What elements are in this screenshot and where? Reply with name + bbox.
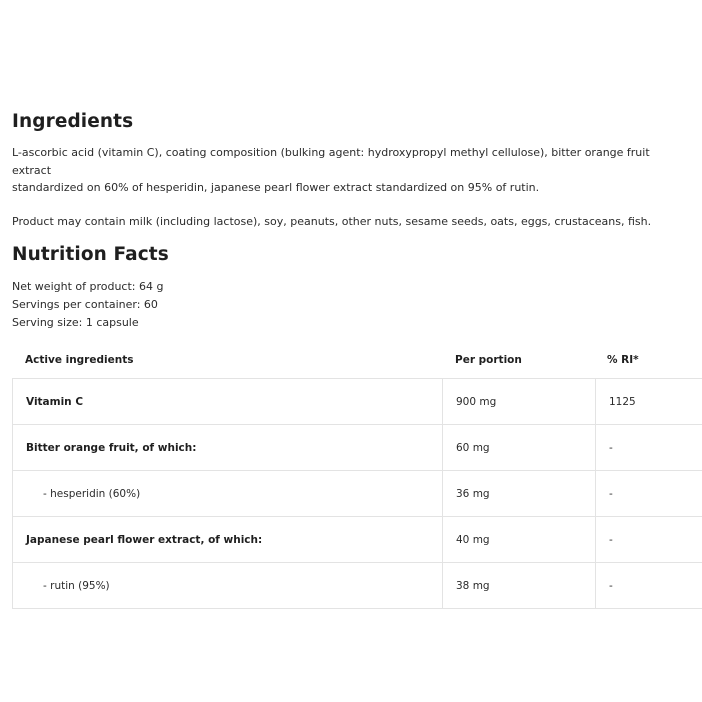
ingredient-ri: - [596,425,702,471]
table-row [13,563,702,609]
table-row [13,471,702,517]
table-row [13,425,702,471]
ingredient-ri: - [596,517,702,563]
ingredient-name: - hesperidin (60%) [13,471,443,517]
ingredients-line-2: standardized on 60% of hesperidin, japanese pearl flower extract standardized on 95% of rutin. [12,181,540,194]
ingredient-name: - rutin (95%) [13,563,443,609]
servings-per-container: Servings per container: 60 [12,298,158,311]
nutrition-heading: Nutrition Facts [12,244,169,265]
ingredient-name: Bitter orange fruit, of which: [13,425,443,471]
table-row [13,517,702,563]
ingredients-heading: Ingredients [12,111,134,132]
allergen-text: Product may contain milk (including lactose), soy, peanuts, other nuts, sesame seeds, oats, eggs, crustaceans, fish. [12,214,652,228]
ingredient-ri: - [596,563,702,609]
header-ri: % RI* [607,353,639,366]
ingredients-line-1: L-ascorbic acid (vitamin C), coating composition (bulking agent: hydroxypropyl methyl cellulose), bitter orange fruit extract [12,146,650,177]
table-header [12,341,690,378]
table-row [13,379,702,425]
header-active-ingredients: Active ingredients [25,353,134,366]
ingredient-ri: - [596,471,702,517]
net-weight: Net weight of product: 64 g [12,280,164,293]
serving-size: Serving size: 1 capsule [12,316,139,329]
ingredient-portion: 900 mg [443,379,596,425]
ingredient-ri: 1125 [596,379,702,425]
ingredient-portion: 38 mg [443,563,596,609]
ingredient-portion: 36 mg [443,471,596,517]
ingredient-portion: 60 mg [443,425,596,471]
product-info [12,108,690,609]
ingredient-name: Japanese pearl flower extract, of which: [13,517,443,563]
ingredients-text [12,144,690,197]
ingredient-name: Vitamin C [13,379,443,425]
nutrition-facts-list [12,278,690,332]
header-per-portion: Per portion [455,353,522,366]
ingredient-portion: 40 mg [443,517,596,563]
nutrition-table [12,378,702,609]
